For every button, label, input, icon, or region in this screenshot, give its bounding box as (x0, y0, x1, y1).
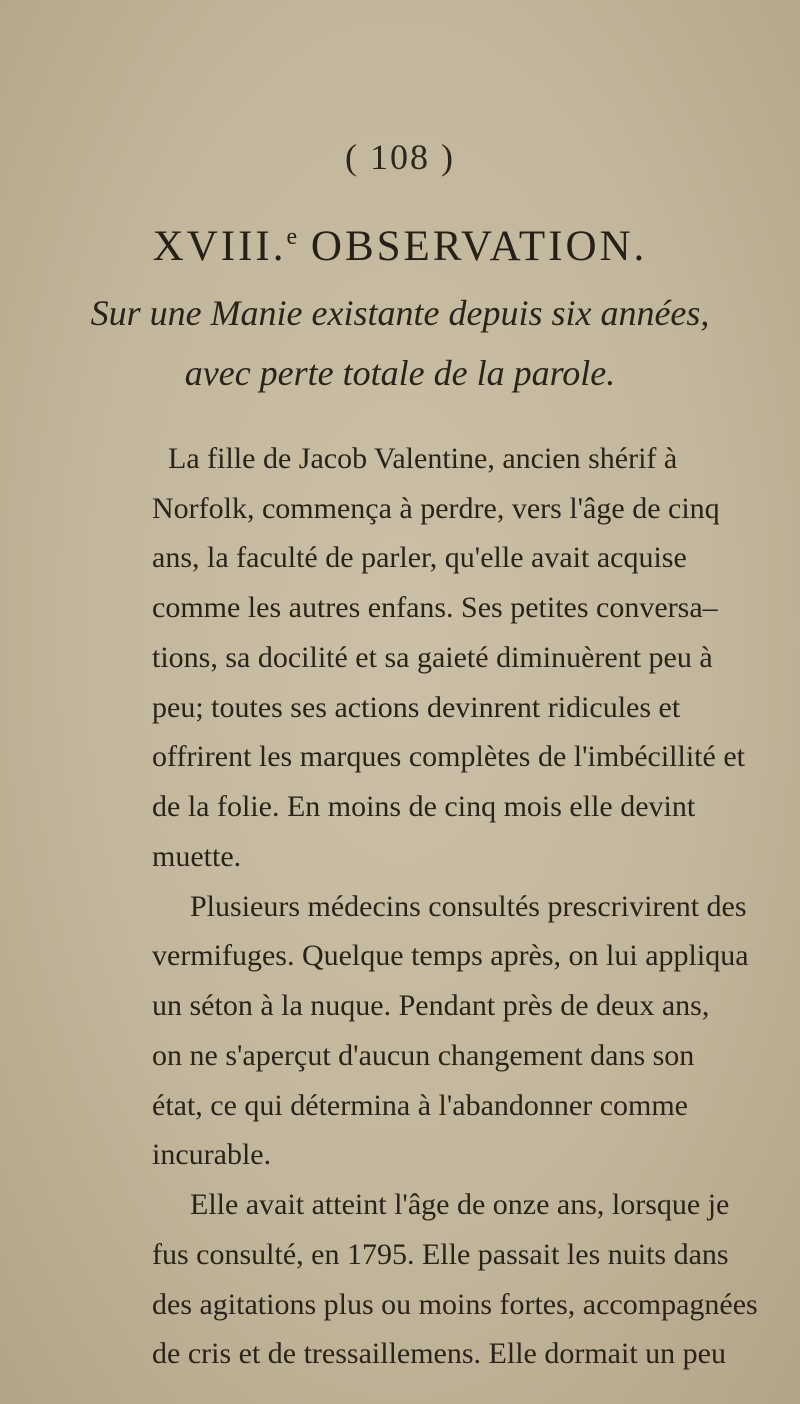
body-line-7: offrirent les marques complètes de l'imbécillité et (152, 740, 745, 774)
body-line-5: tions, sa docilité et sa gaieté diminuèrent peu à (152, 640, 713, 674)
body-line-4: comme les autres enfans. Ses petites conversa– (152, 591, 718, 625)
body-line-10: Plusieurs médecins consultés prescrivirent des (190, 889, 747, 923)
body-line-1: La fille de Jacob Valentine, ancien shérif à (168, 442, 678, 475)
body-line-13: on ne s'aperçut d'aucun changement dans son (152, 1038, 695, 1072)
body-line-11: vermifuges. Quelque temps après, on lui appliqua (152, 939, 749, 973)
body-line-15: incurable. (152, 1138, 272, 1172)
subtitle-line-2: avec perte totale de la parole. (184, 353, 616, 393)
body-line-19: de cris et de tressaillemens. Elle dormait un peu (152, 1337, 726, 1371)
heading-superscript: e (286, 224, 298, 250)
body-line-18: des agitations plus ou moins fortes, accompagnées (152, 1287, 758, 1321)
body-line-16: Elle avait atteint l'âge de onze ans, lorsque je (190, 1188, 730, 1222)
body-line-14: état, ce qui détermina à l'abandonner comme (152, 1088, 689, 1122)
page-number: ( 108 ) (345, 137, 455, 177)
body-line-12: un séton à la nuque. Pendant près de deux ans, (152, 989, 710, 1023)
body-line-2: Norfolk, commença à perdre, vers l'âge de cinq (152, 491, 720, 525)
body-line-9: muette. (152, 839, 242, 873)
observation-heading (0, 222, 800, 271)
body-line-6: peu; toutes ses actions devinrent ridicules et (152, 690, 681, 724)
body-line-17: fus consulté, en 1795. Elle passait les nuits dans (152, 1237, 729, 1271)
heading-numeral: XVIII. (152, 223, 287, 270)
body-line-8: de la folie. En moins de cinq mois elle devint (152, 790, 696, 824)
body-line-3: ans, la faculté de parler, qu'elle avait acquise (152, 541, 687, 575)
heading-word: OBSERVATION. (297, 223, 648, 270)
subtitle-line-1: Sur une Manie existante depuis six années, (90, 293, 710, 333)
